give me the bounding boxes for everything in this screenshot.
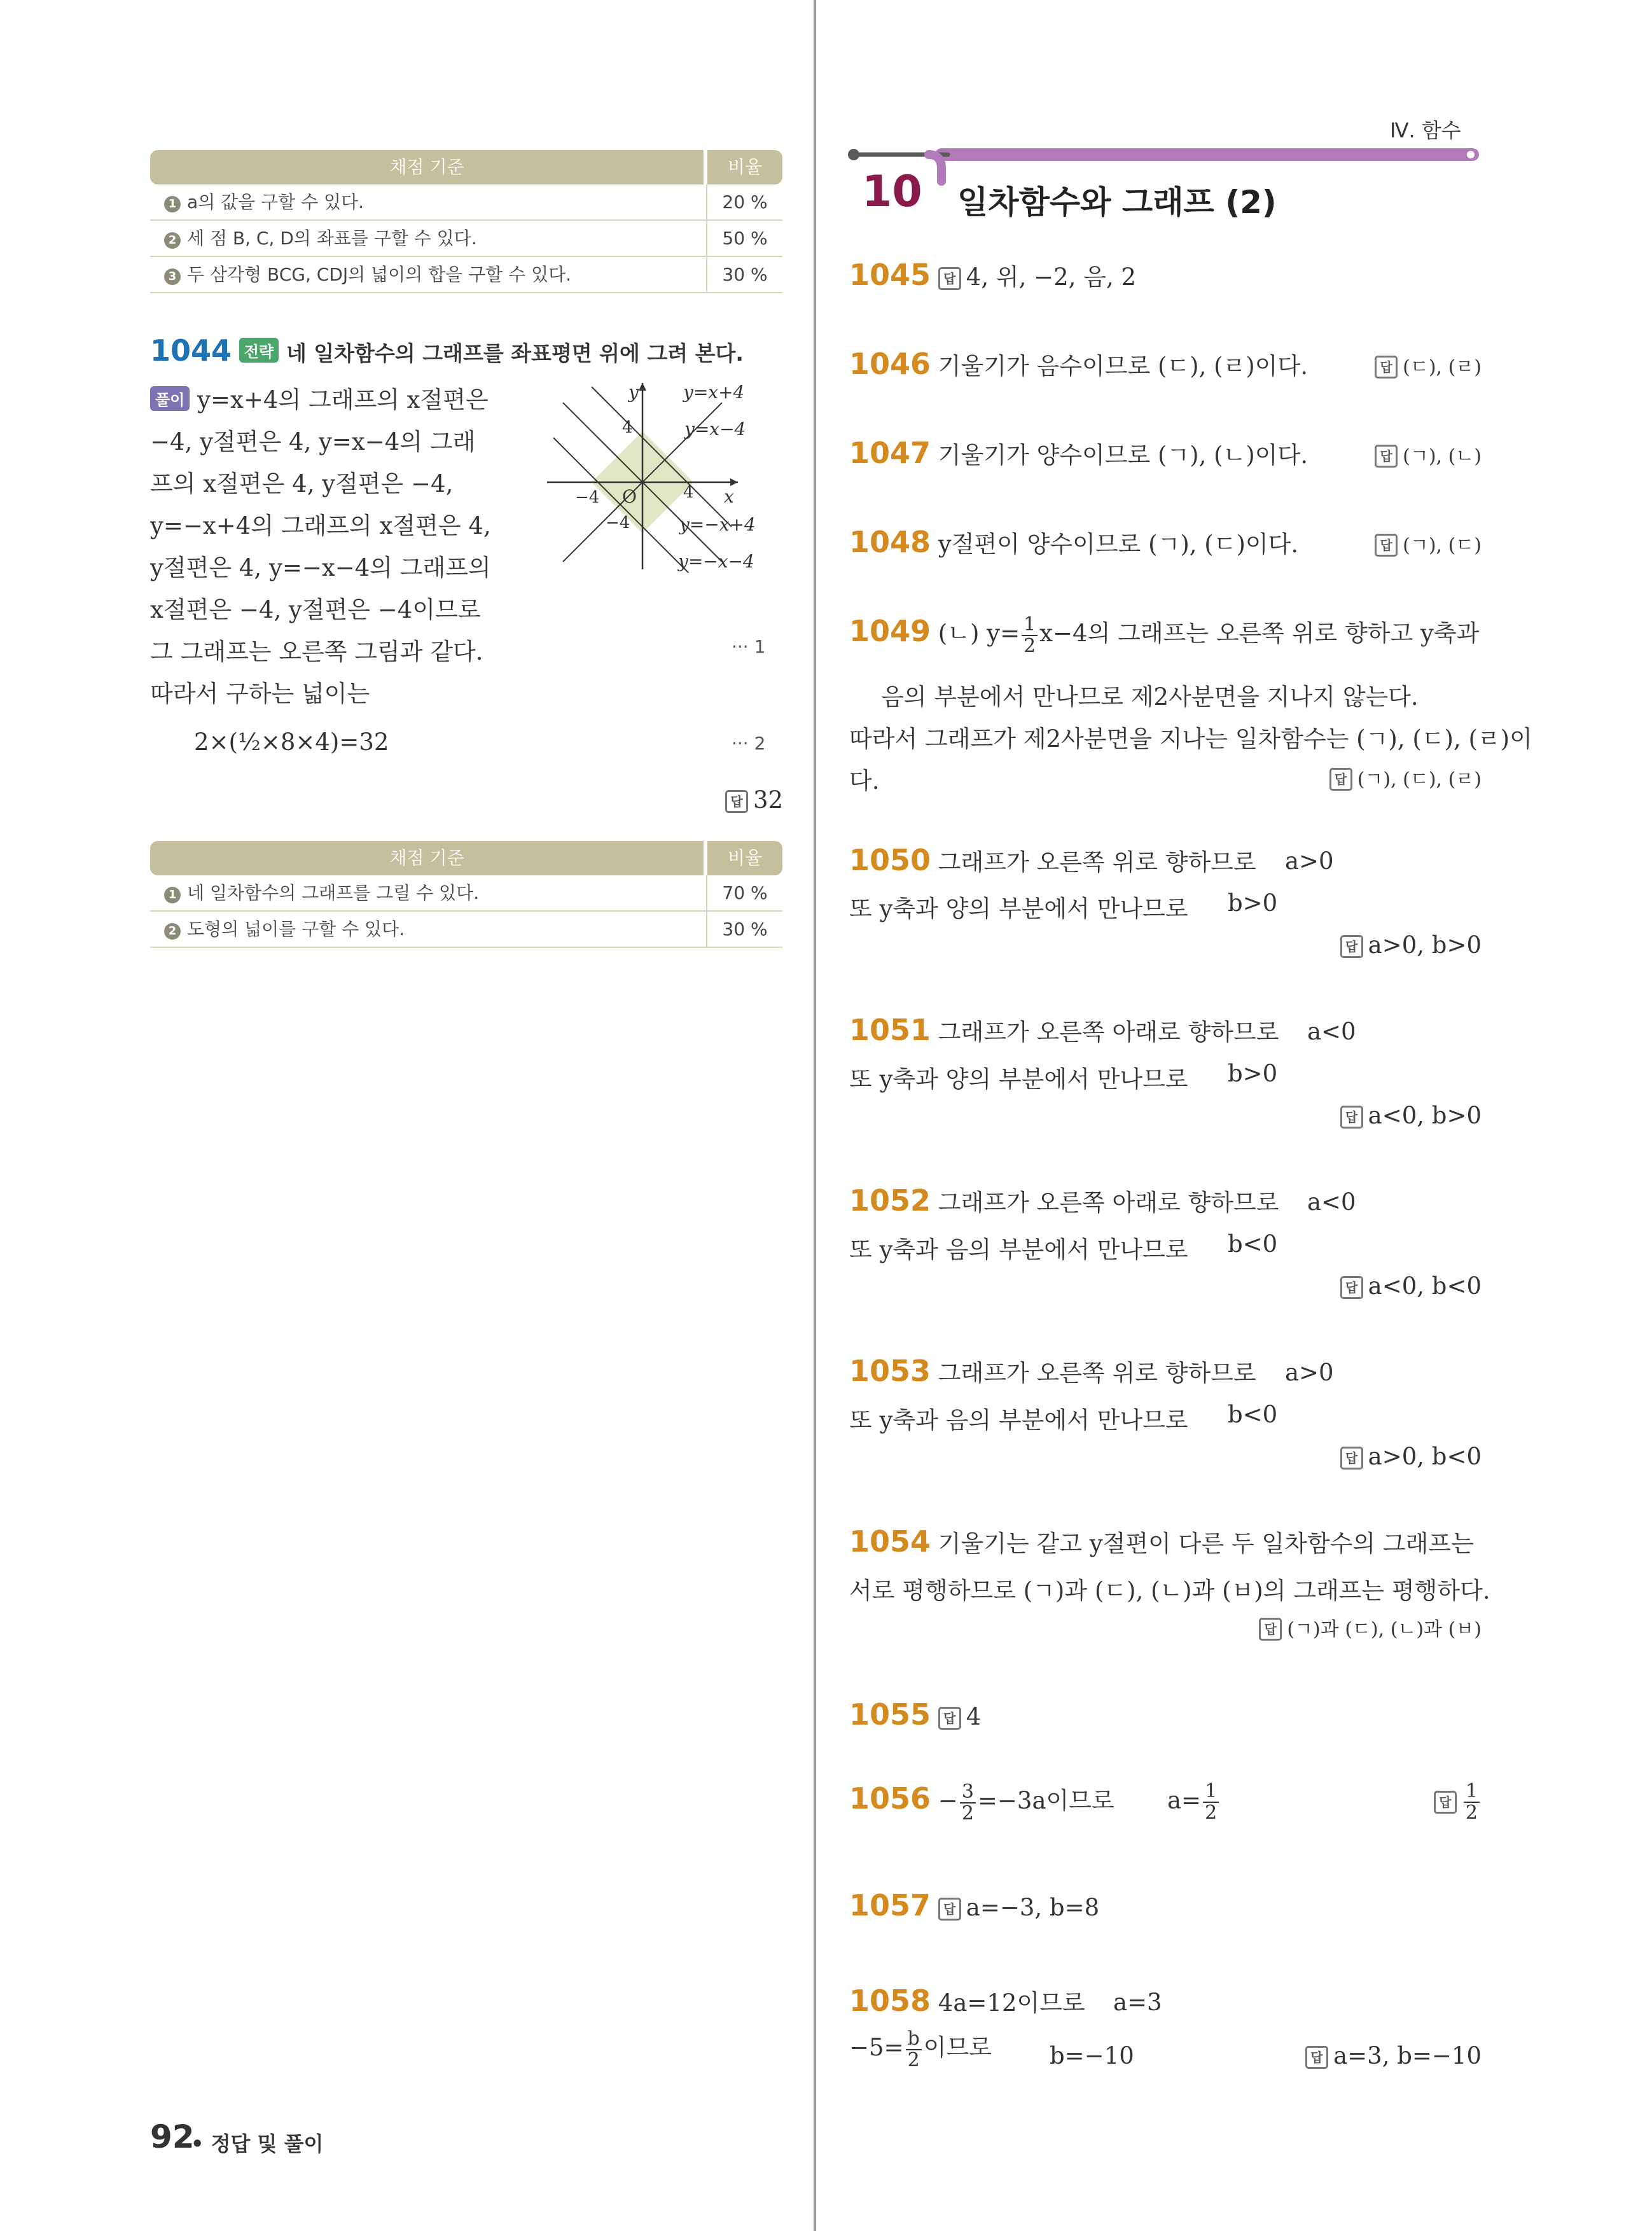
- rubric-col-criteria: 채점 기준: [150, 841, 704, 875]
- step-marker-icon: 1: [164, 196, 181, 212]
- problem-1056: 1056 − $\frac{3}{2}$ =−3a이므로: [849, 1780, 1114, 1824]
- solution-line: y절편은 4, y=−x−4의 그래프의: [150, 554, 491, 581]
- problem-number: 1049: [849, 614, 931, 648]
- diamond-graph: [547, 375, 789, 573]
- line-label: y=x+4: [683, 382, 745, 403]
- rubric-criterion: 네 일차함수의 그래프를 그릴 수 있다.: [187, 882, 480, 903]
- rubric-row: [150, 875, 782, 912]
- solution-line: 따라서 구하는 넓이는: [150, 680, 370, 707]
- rubric-header: [150, 841, 782, 875]
- rubric-ratio: 20 %: [722, 191, 768, 212]
- problem-1048: 1048 y절편이 양수이므로 (ㄱ), (ㄷ)이다.: [849, 525, 1299, 559]
- rubric-row: [150, 257, 782, 293]
- solution-tag: 풀이: [150, 386, 190, 411]
- line-label: y=−x−4: [678, 551, 754, 572]
- fraction: $\frac{1}{2}$: [1022, 615, 1038, 657]
- tick-label: 4: [622, 418, 633, 437]
- solution-line: 그 그래프는 오른쪽 그림과 같다.: [150, 638, 483, 665]
- page-number: 92: [150, 2118, 195, 2155]
- chapter-label: Ⅳ. 함수: [1390, 118, 1461, 142]
- problem-1050: 1050 그래프가 오른쪽 위로 향하므로: [849, 843, 1256, 877]
- solution-line: 따라서 그래프가 제2사분면을 지나는 일차함수는 (ㄱ), (ㄷ), (ㄹ)이: [849, 725, 1532, 753]
- answer-icon: 답: [1340, 1447, 1363, 1470]
- problem-number: 1050: [849, 843, 931, 877]
- problem-number: 1052: [849, 1183, 931, 1218]
- problem-number: 1058: [849, 1984, 931, 2018]
- strategy-tag: 전략: [239, 338, 279, 363]
- condition: a>0: [1285, 847, 1334, 875]
- answer-1048: 답 (ㄱ), (ㄷ): [1375, 529, 1482, 557]
- answer-1044: 답 32: [725, 786, 783, 814]
- rubric-ratio: 50 %: [722, 228, 768, 249]
- condition: b>0: [1228, 889, 1278, 917]
- section-title: 일차함수와 그래프 (2): [957, 184, 1277, 221]
- answer-icon: 답: [1434, 1791, 1457, 1814]
- problem-1053: 1053 그래프가 오른쪽 위로 향하므로: [849, 1354, 1256, 1388]
- problem-number: 1056: [849, 1781, 931, 1816]
- solution-line: 또 y축과 음의 부분에서 만나므로: [849, 1407, 1188, 1434]
- answer-1050: 답 a>0, b>0: [1340, 931, 1482, 959]
- solution-line: −4, y절편은 4, y=x−4의 그래: [150, 428, 476, 455]
- answer-icon: 답: [725, 790, 748, 813]
- problem-1051: 1051 그래프가 오른쪽 아래로 향하므로: [849, 1013, 1279, 1047]
- answer-icon: 답: [1375, 356, 1398, 379]
- rubric-criterion: a의 값을 구할 수 있다.: [187, 191, 364, 212]
- solution-line: 또 y축과 양의 부분에서 만나므로: [849, 895, 1188, 922]
- rubric-criterion: 세 점 B, C, D의 좌표를 구할 수 있다.: [187, 228, 477, 249]
- answer-icon: 답: [1259, 1618, 1282, 1641]
- problem-number: 1048: [849, 525, 931, 559]
- tick-label: −4: [575, 488, 600, 507]
- answer-1053: 답 a>0, b<0: [1340, 1443, 1482, 1470]
- rubric-table-2: [150, 841, 782, 948]
- strategy-text: 네 일차함수의 그래프를 좌표평면 위에 그려 본다.: [286, 341, 744, 366]
- tick-label: −4: [606, 513, 630, 532]
- solution-line: 음의 부분에서 만나므로 제2사분면을 지나지 않는다.: [881, 683, 1419, 711]
- problem-number: 1057: [849, 1888, 931, 1922]
- rubric-col-criteria: 채점 기준: [150, 150, 704, 184]
- problem-number: 1044: [150, 333, 232, 368]
- problem-1044-heading: [150, 333, 744, 368]
- formula-text: 2×(½×8×4)=32: [194, 728, 389, 756]
- problem-number: 1053: [849, 1354, 931, 1388]
- answer-icon: 답: [938, 1707, 961, 1730]
- solution-line: 서로 평행하므로 (ㄱ)과 (ㄷ), (ㄴ)과 (ㅂ)의 그래프는 평행하다.: [849, 1577, 1490, 1604]
- problem-1046: 1046 기울기가 음수이므로 (ㄷ), (ㄹ)이다.: [849, 347, 1308, 381]
- y-axis-label: y: [628, 382, 639, 403]
- problem-1058: 1058 4a=12이므로: [849, 1984, 1085, 2018]
- rubric-col-ratio: 비율: [707, 841, 782, 875]
- answer-1056: [1434, 1781, 1482, 1823]
- answer-icon: 답: [938, 267, 961, 290]
- condition: a= $\frac{1}{2}$: [1167, 1781, 1221, 1823]
- rubric-criterion: 두 삼각형 BCG, CDJ의 넓이의 합을 구할 수 있다.: [187, 264, 572, 285]
- x-axis-label: x: [724, 486, 734, 507]
- answer-1058: 답 a=3, b=−10: [1305, 2042, 1482, 2069]
- rubric-ratio: 30 %: [722, 264, 768, 285]
- problem-1055: 1055 답 4: [849, 1697, 982, 1732]
- answer-icon: 답: [1340, 935, 1363, 958]
- answer-icon: 답: [938, 1898, 961, 1921]
- answer-1047: 답 (ㄱ), (ㄴ): [1375, 440, 1482, 468]
- answer-icon: 답: [1329, 768, 1352, 791]
- problem-1049: 1049 (ㄴ) y= $\frac{1}{2}$ x−4의 그래프는 오른쪽 위로 향하고 y축과: [849, 613, 1480, 657]
- step-marker-icon: 3: [164, 268, 181, 285]
- fraction: $\frac{b}{2}$: [906, 2029, 922, 2071]
- problem-number: 1046: [849, 347, 931, 381]
- solution-line: 프의 x절편은 4, y절편은 −4,: [150, 470, 454, 497]
- rubric-header: [150, 150, 782, 184]
- line-label: y=−x+4: [679, 514, 756, 535]
- condition: a<0: [1307, 1018, 1356, 1045]
- fraction: $\frac{1}{2}$: [1464, 1781, 1480, 1823]
- problem-number: 1045: [849, 258, 931, 292]
- problem-1047: 1047 기울기가 양수이므로 (ㄱ), (ㄴ)이다.: [849, 436, 1308, 470]
- rubric-ratio: 70 %: [722, 882, 768, 903]
- rubric-table-1: [150, 150, 782, 293]
- step-2-marker: ··· 2: [732, 733, 766, 754]
- answer-icon: 답: [1305, 2046, 1328, 2069]
- condition: b<0: [1228, 1401, 1278, 1428]
- rubric-ratio: 30 %: [722, 919, 768, 940]
- problem-1054: 1054 기울기는 같고 y절편이 다른 두 일차함수의 그래프는: [849, 1524, 1474, 1559]
- problem-1052: 1052 그래프가 오른쪽 아래로 향하므로: [849, 1183, 1279, 1218]
- solution-line: 풀이 y=x+4의 그래프의 x절편은: [150, 380, 489, 415]
- fraction: $\frac{1}{2}$: [1203, 1781, 1219, 1823]
- answer-1046: 답 (ㄷ), (ㄹ): [1375, 351, 1482, 379]
- problem-number: 1047: [849, 436, 931, 470]
- step-marker-icon: 1: [164, 887, 181, 903]
- solution-line: 또 y축과 양의 부분에서 만나므로: [849, 1066, 1188, 1093]
- condition: a>0: [1285, 1359, 1334, 1386]
- step-1-marker: ··· 1: [732, 636, 766, 657]
- rubric-col-ratio: 비율: [707, 150, 782, 184]
- answer-icon: 답: [1340, 1106, 1363, 1129]
- section-number: 10: [862, 167, 922, 217]
- condition: b>0: [1228, 1060, 1278, 1087]
- answer-icon: 답: [1340, 1276, 1363, 1299]
- condition: b=−10: [1050, 2042, 1134, 2069]
- origin-label: O: [622, 486, 637, 507]
- condition: a=3: [1113, 1989, 1162, 2016]
- solution-line: y=−x+4의 그래프의 x절편은 4,: [150, 512, 491, 539]
- rubric-row: [150, 184, 782, 221]
- answer-1051: 답 a<0, b>0: [1340, 1102, 1482, 1129]
- solution-line: −5= $\frac{b}{2}$ 이므로: [849, 2027, 992, 2071]
- footer-label: • 정답 및 풀이: [191, 2132, 324, 2156]
- step-marker-icon: 2: [164, 232, 181, 249]
- solution-line: 또 y축과 음의 부분에서 만나므로: [849, 1236, 1188, 1263]
- solution-line: 다.: [849, 767, 880, 795]
- problem-number: 1051: [849, 1013, 931, 1047]
- answer-icon: 답: [1375, 445, 1398, 468]
- condition: b<0: [1228, 1230, 1278, 1258]
- line-label: y=x−4: [684, 419, 746, 440]
- problem-1057: 1057 답 a=−3, b=8: [849, 1888, 1100, 1922]
- answer-icon: 답: [1375, 534, 1398, 557]
- answer-1052: 답 a<0, b<0: [1340, 1272, 1482, 1300]
- fraction: $\frac{3}{2}$: [960, 1782, 976, 1824]
- rubric-row: [150, 221, 782, 257]
- column-divider: [814, 0, 816, 2231]
- problem-number: 1055: [849, 1697, 931, 1732]
- area-formula: [194, 728, 389, 756]
- condition: a<0: [1307, 1188, 1356, 1216]
- answer-1054: 답 (ㄱ)과 (ㄷ), (ㄴ)과 (ㅂ): [1259, 1613, 1482, 1641]
- problem-number: 1054: [849, 1524, 931, 1559]
- rubric-criterion: 도형의 넓이를 구할 수 있다.: [187, 919, 405, 940]
- problem-1045: 1045 답 4, 위, −2, 음, 2: [849, 258, 1136, 292]
- solution-line: x절편은 −4, y절편은 −4이므로: [150, 596, 481, 623]
- answer-1049: 답 (ㄱ), (ㄷ), (ㄹ): [1329, 763, 1482, 791]
- rubric-row: [150, 912, 782, 948]
- tick-label: 4: [683, 483, 694, 502]
- step-marker-icon: 2: [164, 923, 181, 940]
